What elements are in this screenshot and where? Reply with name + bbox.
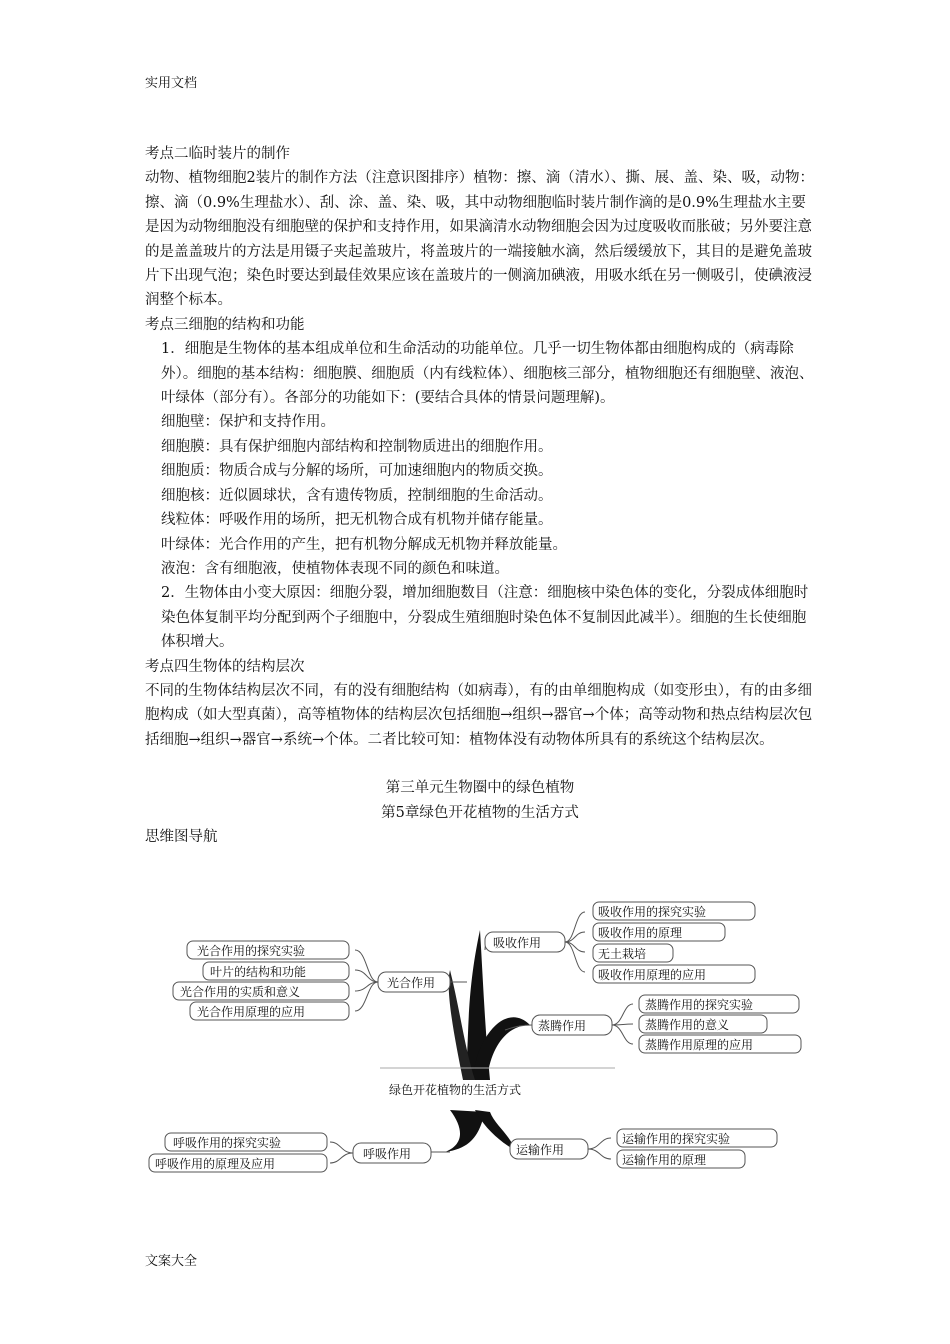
child-absorption-3 xyxy=(593,944,673,962)
section-heading: 考点二临时装片的制作 xyxy=(145,146,290,162)
child-transpiration-1 xyxy=(639,995,799,1013)
page-footer: 文案大全 xyxy=(145,1254,198,1269)
node-transpiration xyxy=(532,1015,612,1035)
svg-text:光合作用的实质和意义: 光合作用的实质和意义 xyxy=(180,985,301,999)
mindmap-label: 思维图导航 xyxy=(145,828,218,845)
list-item: 液泡：含有细胞液，使植物体表现不同的颜色和味道。 xyxy=(161,560,509,577)
svg-text:吸收作用: 吸收作用 xyxy=(493,936,542,950)
list-item: 细胞核：近似圆球状，含有遗传物质，控制细胞的生命活动。 xyxy=(161,487,553,504)
paragraph: 动物、植物细胞2装片的制作方法（注意识图排序）植物：擦、滴（清水）、撕、展、盖、染、吸，动物：擦、滴（0.9%生理盐水）、刮、涂、盖、染、吸，其中动物细胞临时装片制作滴的是0.9%生理盐水主要是因为动物细胞没有细胞壁的保护和支持作用，如果滴清水动物细胞会因为过度吸收而胀破；另外要注意的是盖盖玻片的方法是用镊子夹起盖玻片，将盖玻片的一端接触水滴，然后缓缓放下，其目的是避免盖玻片下出现气泡；染色时要达到最佳效果应该在盖玻片的一侧滴加碘液，用吸水纸在另一侧吸引，使碘液浸润整个标本。 xyxy=(145,170,814,309)
svg-text:运输作用的探究实验: 运输作用的探究实验 xyxy=(622,1132,731,1146)
child-transpiration-2 xyxy=(639,1015,767,1033)
child-photosynthesis-4 xyxy=(190,1002,349,1020)
svg-text:蒸腾作用的意义: 蒸腾作用的意义 xyxy=(645,1018,730,1032)
child-transport-2 xyxy=(617,1150,745,1168)
svg-text:蒸腾作用的探究实验: 蒸腾作用的探究实验 xyxy=(645,998,754,1012)
document-body xyxy=(145,142,815,849)
svg-text:光合作用: 光合作用 xyxy=(387,976,436,990)
section-heading: 考点四生物体的结构层次 xyxy=(145,658,305,675)
child-absorption-1 xyxy=(593,902,755,920)
child-transport-1 xyxy=(617,1129,777,1147)
child-photosynthesis-2 xyxy=(203,962,349,980)
unit-title: 第三单元生物圈中的绿色植物 xyxy=(385,780,575,797)
mind-map xyxy=(145,890,815,1190)
svg-text:叶片的结构和功能: 叶片的结构和功能 xyxy=(210,965,307,979)
child-respiration-1 xyxy=(165,1133,327,1151)
chapter-title: 第5章绿色开花植物的生活方式 xyxy=(381,804,579,821)
svg-text:运输作用的原理: 运输作用的原理 xyxy=(622,1153,707,1167)
svg-text:呼吸作用: 呼吸作用 xyxy=(363,1147,412,1161)
paragraph: 不同的生物体结构层次不同，有的没有细胞结构（如病毒），有的由单细胞构成（如变形虫），有的由多细胞构成（如大型真菌），高等植物体的结构层次包括细胞→组织→器官→个体；高等动物和热点结构层次包括细胞→组织→器官→系统→个体。二者比较可知：植物体没有动物体所具有的系统这个结构层次。 xyxy=(145,682,813,748)
child-absorption-2 xyxy=(593,923,725,941)
node-transport xyxy=(510,1139,588,1159)
node-respiration xyxy=(353,1143,431,1163)
child-photosynthesis-3 xyxy=(173,982,349,1000)
list-item: 叶绿体：光合作用的产生，把有机物分解成无机物并释放能量。 xyxy=(161,536,567,553)
node-photosynthesis xyxy=(378,972,450,992)
list-item: 细胞质：物质合成与分解的场所，可加速细胞内的物质交换。 xyxy=(161,463,553,480)
paragraph: 2．生物体由小变大原因：细胞分裂，增加细胞数目（注意：细胞核中染色体的变化，分裂成体细胞时染色体复制平均分配到两个子细胞中，分裂成生殖细胞时染色体不复制因此减半）。细胞的生长使细胞体积增大。 xyxy=(161,585,809,651)
svg-text:吸收作用原理的应用: 吸收作用原理的应用 xyxy=(598,968,707,982)
svg-text:呼吸作用的原理及应用: 呼吸作用的原理及应用 xyxy=(155,1157,276,1171)
root-right xyxy=(475,1110,515,1150)
paragraph: 1．细胞是生物体的基本组成单位和生命活动的功能单位。几乎一切生物体都由细胞构成的（病毒除外）。细胞的基本结构：细胞膜、细胞质（内有线粒体）、细胞核三部分，植物细胞还有细胞壁、液泡、叶绿体（部分有）。各部分的功能如下：(要结合具体的情景问题理解)。 xyxy=(161,341,814,407)
svg-text:无土栽培: 无土栽培 xyxy=(598,947,647,961)
svg-text:吸收作用的探究实验: 吸收作用的探究实验 xyxy=(598,905,707,919)
child-respiration-2 xyxy=(149,1154,327,1172)
page-header: 实用文档 xyxy=(145,76,198,91)
center-label: 绿色开花植物的生活方式 xyxy=(388,1083,522,1097)
svg-text:呼吸作用的探究实验: 呼吸作用的探究实验 xyxy=(173,1136,282,1150)
svg-text:光合作用原理的应用: 光合作用原理的应用 xyxy=(197,1005,306,1019)
svg-text:蒸腾作用原理的应用: 蒸腾作用原理的应用 xyxy=(645,1038,754,1052)
svg-text:光合作用的探究实验: 光合作用的探究实验 xyxy=(197,944,306,958)
node-absorption xyxy=(485,932,565,952)
section-heading: 考点三细胞的结构和功能 xyxy=(145,316,305,333)
list-item: 细胞壁：保护和支持作用。 xyxy=(161,414,335,431)
svg-text:吸收作用的原理: 吸收作用的原理 xyxy=(598,926,683,940)
mind-map-svg xyxy=(145,890,815,1190)
svg-text:运输作用: 运输作用 xyxy=(516,1143,565,1157)
list-item: 线粒体：呼吸作用的场所，把无机物合成有机物并储存能量。 xyxy=(161,512,553,529)
child-photosynthesis-1 xyxy=(187,941,349,959)
child-absorption-4 xyxy=(593,965,755,983)
list-item: 细胞膜：具有保护细胞内部结构和控制物质进出的细胞作用。 xyxy=(161,438,553,455)
center-node xyxy=(389,1082,521,1097)
svg-text:蒸腾作用: 蒸腾作用 xyxy=(538,1019,587,1033)
child-transpiration-3 xyxy=(639,1035,801,1053)
